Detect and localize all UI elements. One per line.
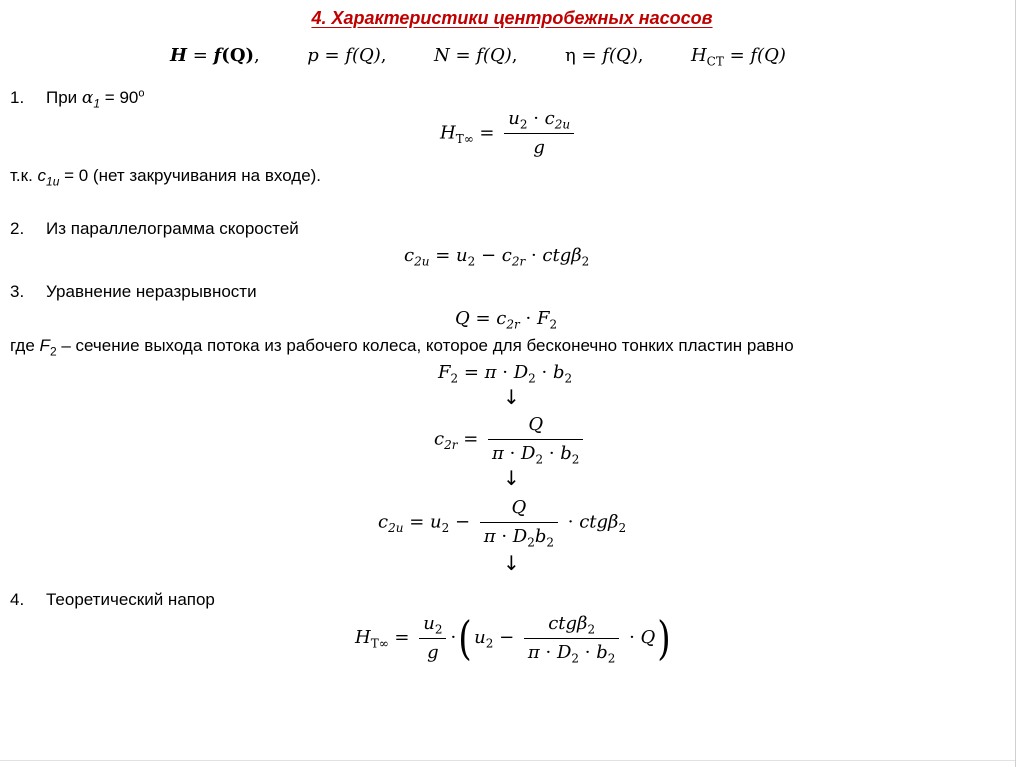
fraction: $\frac{ctg\beta_2}{\pi \cdot D_2 \cdot b_2}$: [524, 613, 619, 664]
fraction: $\frac{Q}{\pi \cdot D_2 \cdot b_2}$: [488, 414, 583, 465]
note-no-swirl: т.к. $c_{1u} = 0$ (нет закручивания на входе).: [10, 166, 322, 189]
item-2-number: 2.: [10, 219, 25, 238]
down-arrow-icon: ↓: [503, 551, 520, 575]
equation-theoretical-head: $H_{T\infty}$ = $\frac{u_2}{g}$ ·( $u_2$ − $\frac{ctg\beta_2}{\pi \cdot D_2 \cdot b_2}$ · Q): [355, 611, 672, 666]
equation-c2u-full: $c_{2u} = u_2$ − $\frac{Q}{\pi \cdot D_2b_2}$ · ctgβ$_2$: [378, 497, 627, 550]
equation-h-t-inf: $H_{T\infty}$ = $\frac{u_2 \cdot c_{2u}}{g}$: [440, 108, 578, 159]
item-3: 3. Уравнение неразрывности: [10, 282, 257, 301]
slide-bottom-edge: [0, 760, 1015, 761]
fraction: $\frac{Q}{\pi \cdot D_2b_2}$: [480, 497, 558, 548]
header-formula: H = f(Q), p = f(Q), N = f(Q), η = f(Q), $H_{СТ} = f(Q)$: [170, 45, 786, 69]
item-4-number: 4.: [10, 590, 25, 609]
down-arrow-icon: ↓: [503, 385, 520, 409]
down-arrow-icon: ↓: [503, 466, 520, 490]
equation-c2r: $c_{2r}$ = $\frac{Q}{\pi \cdot D_2 \cdot b_2}$: [434, 414, 587, 465]
equation-c2u: $c_{2u} = u_2 - c_{2r} \cdot ctg\beta_2$: [404, 245, 590, 269]
note-outlet-area: где $F_2$ – сечение выхода потока из рабочего колеса, которое для бесконечно тонких пластин равно: [10, 336, 794, 359]
item-3-number: 3.: [10, 282, 25, 301]
equation-f2: $F_2 = \pi \cdot D_2 \cdot b_2$: [438, 362, 573, 386]
slide-right-edge: [1015, 0, 1016, 767]
item-2: 2. Из параллелограмма скоростей: [10, 219, 299, 238]
left-paren: (: [458, 611, 472, 665]
equation-continuity: $Q = c_{2r} \cdot F_2$: [455, 308, 558, 332]
right-paren: ): [657, 611, 672, 665]
item-1-number: 1.: [10, 88, 25, 107]
item-4: 4. Теоретический напор: [10, 590, 215, 609]
item-1: 1. При $\alpha_1 = 90^о$: [10, 87, 145, 111]
fraction: $\frac{u_2}{g}$: [419, 613, 446, 664]
fraction: $\frac{u_2 \cdot c_{2u}}{g}$: [504, 108, 574, 159]
slide-title: 4. Характеристики центробежных насосов: [311, 8, 713, 28]
